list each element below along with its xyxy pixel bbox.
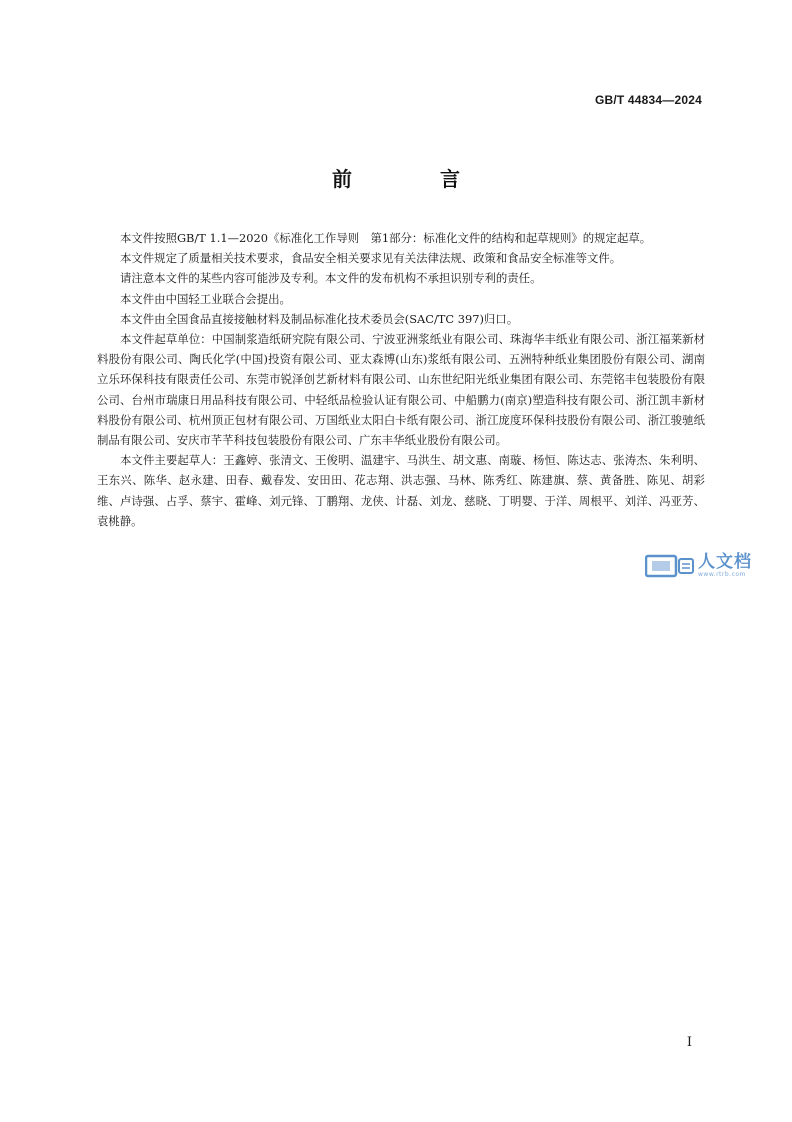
page-number: Ⅰ [686, 1034, 692, 1049]
paragraph-technical-committee: 本文件由全国食品直接接触材料及制品标准化技术委员会(SAC/TC 397)归口。 [120, 311, 519, 326]
paragraph-drafting-rules: 本文件按照GB/T 1.1—2020《标准化工作导则 第1部分：标准化文件的结构和起草规则》的规定起草。 [120, 231, 652, 245]
page-title: 前 言 [332, 167, 494, 191]
watermark [645, 553, 752, 579]
paragraph-drafting-organizations: 本文件起草单位：中国制浆造纸研究院有限公司、宁波亚洲浆纸业有限公司、珠海华丰纸业有限公司、浙江福莱新材料股份有限公司、陶氏化学(中国)投资有限公司、亚太森博(山东)浆纸有限公司、五洲特种纸业集团股份有限公司、湖南立乐环保科技有限责任公司、东莞市锐泽创艺新材料有限公司、山东世纪阳光纸业集团有限公司、东莞铭丰包装股份有限公司、台州市瑞康日用品科技有限公司、中轻纸品检验认证有限公司、中船鹏力(南京)塑造科技有限公司、浙江凯丰新材料股份有限公司、杭州顶正包材有限公司、万国纸业太阳白卡纸有限公司、浙江庞度环保科技股份有限公司、浙江骏驰纸制品有限公司、安庆市芊芊科技包装股份有限公司、广东丰华纸业股份有限公司。 [97, 332, 705, 448]
foreword-body [97, 228, 705, 531]
paragraph-proposer: 本文件由中国轻工业联合会提出。 [120, 291, 291, 306]
document-logo-icon [645, 553, 695, 579]
paragraph-drafters: 本文件主要起草人：王鑫婷、张清文、王俊明、温建宇、马洪生、胡文惠、南璇、杨恒、陈达志、张涛杰、朱利明、王东兴、陈华、赵永建、田春、戴春发、安田田、花志翔、洪志强、马林、陈秀红、陈建旗、蔡、黄备胜、陈见、胡彩维、卢诗强、占孚、蔡宇、霍峰、刘元锋、丁鹏翔、龙侠、计磊、刘龙、慈晓、丁明婴、于洋、周根平、刘洋、冯亚芳、袁桃静。 [97, 453, 705, 528]
paragraph-quality-requirements: 本文件规定了质量相关技术要求，食品安全相关要求见有关法律法规、政策和食品安全标准等文件。 [120, 251, 622, 266]
paragraph-patent-notice: 请注意本文件的某些内容可能涉及专利。本文件的发布机构不承担识别专利的责任。 [120, 271, 542, 286]
watermark-text-group [698, 554, 752, 578]
watermark-url: www.rtrb.com [698, 571, 746, 578]
standard-code: GB/T 44834—2024 [594, 93, 702, 107]
watermark-text: 人文档 [698, 552, 752, 572]
